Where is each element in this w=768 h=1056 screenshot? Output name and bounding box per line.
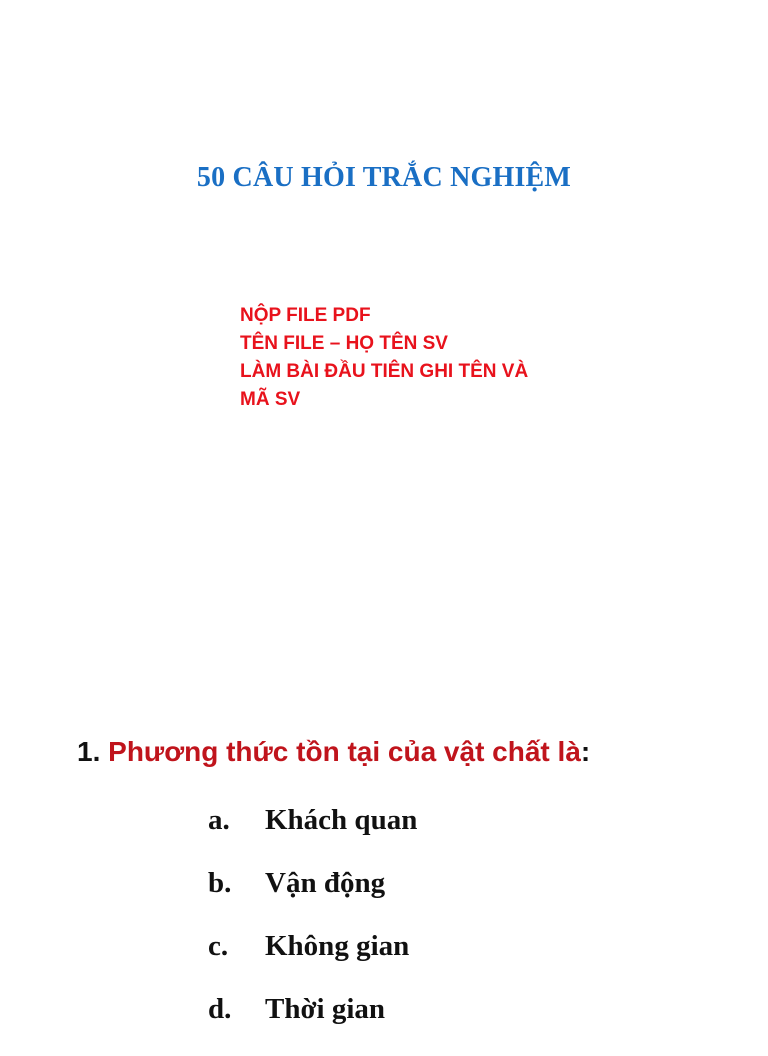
option-text: Thời gian bbox=[265, 993, 386, 1025]
instruction-line: MÃ SV bbox=[240, 389, 301, 410]
option-letter: c. bbox=[208, 930, 229, 962]
option-letter: a. bbox=[208, 804, 230, 836]
instruction-line: NỘP FILE PDF bbox=[240, 305, 371, 326]
option-a bbox=[208, 804, 417, 867]
option-c bbox=[208, 930, 417, 993]
question-number: 1. bbox=[77, 736, 101, 767]
question-1 bbox=[77, 736, 590, 768]
option-text: Khách quan bbox=[265, 804, 418, 836]
option-b bbox=[208, 867, 417, 930]
question-colon: : bbox=[580, 736, 591, 767]
question-text: Phương thức tồn tại của vật chất là bbox=[108, 736, 581, 767]
option-d bbox=[208, 993, 417, 1056]
option-text: Không gian bbox=[265, 930, 410, 962]
option-letter: d. bbox=[208, 993, 232, 1025]
instructions-block bbox=[240, 302, 560, 414]
page-title: 50 CÂU HỎI TRẮC NGHIỆM bbox=[196, 162, 572, 193]
answer-options bbox=[208, 804, 417, 1056]
option-letter: b. bbox=[208, 867, 232, 899]
instruction-line: LÀM BÀI ĐẦU TIÊN GHI TÊN VÀ bbox=[240, 361, 529, 382]
instruction-line: TÊN FILE – HỌ TÊN SV bbox=[240, 333, 448, 354]
option-text: Vận động bbox=[265, 867, 386, 899]
